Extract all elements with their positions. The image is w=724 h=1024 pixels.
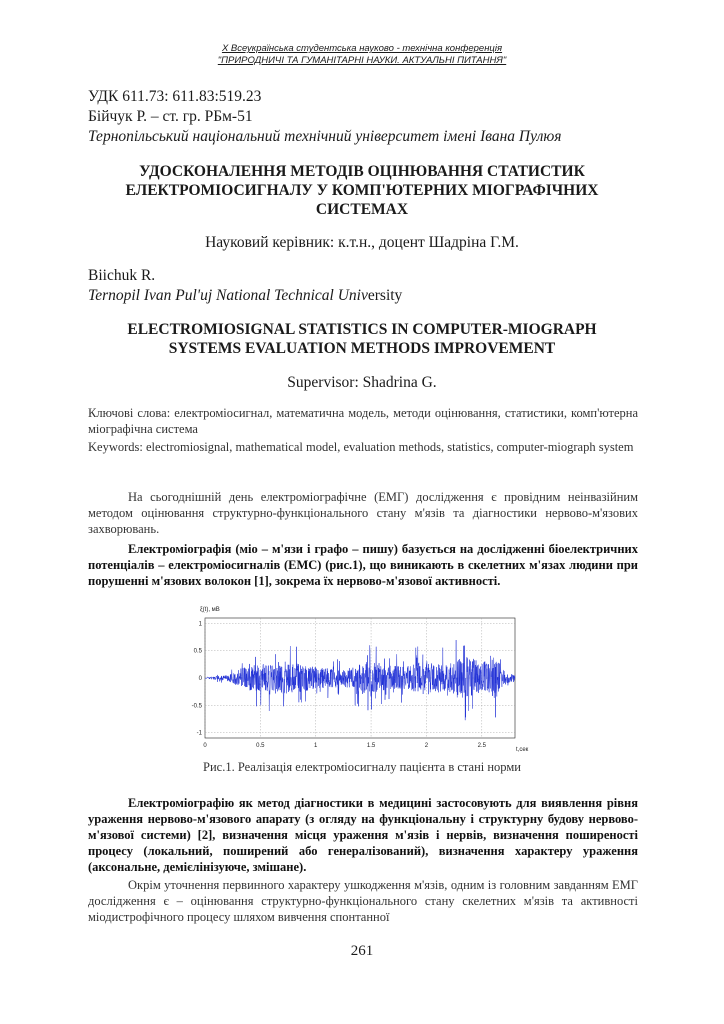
x-tick-label: 1 (314, 743, 318, 749)
x-tick-label: 0.5 (256, 743, 265, 749)
title-en-line: ELECTROMIOSIGNAL STATISTICS IN COMPUTER-MIOGRAPH (127, 321, 597, 338)
y-tick-label: -1 (196, 730, 202, 737)
y-tick-label: 0 (198, 676, 202, 682)
y-tick-label: -0.5 (191, 703, 202, 710)
figure-caption: Рис.1. Реалізація електроміосигналу пацієнта в стані норми (203, 760, 521, 774)
affiliation-en-rest: ersity (367, 287, 403, 304)
body-paragraph-1: На сьогоднішній день електроміографічне (ЕМГ) дослідження є провідним неінвазійним методом оцінювання структурно-функціонального стану м'язів та діагностики нервово-м'язових захворювань. (88, 490, 638, 536)
y-axis-label: ξ(t), мВ (200, 607, 220, 613)
supervisor-en: Supervisor: Shadrina G. (287, 374, 437, 391)
supervisor-ua: Науковий керівник: к.т.н., доцент Шадріна Г.М. (205, 234, 519, 251)
conference-header (0, 43, 724, 67)
x-tick-label: 0 (203, 743, 207, 749)
x-tick-label: 2.5 (477, 743, 486, 749)
udc-code: УДК 611.73: 611.83:519.23 (88, 88, 262, 105)
author-ua: Бійчук Р. – ст. гр. РБм-51 (88, 108, 253, 125)
y-tick-label: 1 (198, 621, 202, 628)
x-axis-label: t,сек (516, 747, 529, 753)
title-ua-line: УДОСКОНАЛЕННЯ МЕТОДІВ ОЦІНЮВАННЯ СТАТИСТИК (139, 163, 585, 180)
x-tick-label: 2 (424, 743, 429, 749)
conference-title: X Всеукраїнська студентська науково - технічна конференція (221, 43, 503, 54)
title-ua-line: СИСТЕМАХ (315, 201, 409, 218)
body-paragraph-4: Окрім уточнення первинного характеру ушкодження м'язів, одним із головним завданням ЕМГ дослідження є – оцінювання структурно-функціонального стану скелетних м'язів та активності міодистрофічного процесу шляхом вивчення спонтанної (88, 878, 638, 924)
conference-theme: "ПРИРОДНИЧІ ТА ГУМАНІТАРНІ НАУКИ. АКТУАЛЬНІ ПИТАННЯ" (217, 55, 507, 66)
title-ua (80, 162, 644, 219)
y-tick-label: 0.5 (193, 648, 202, 655)
page-number: 261 (350, 943, 374, 959)
affiliation-en-italic: Ternopil Ivan Pul'uj National Technical Univ (88, 287, 368, 304)
keywords-en: Keywords: electromiosignal, mathematical model, evaluation methods, statistics, computer-miograph system (88, 440, 634, 454)
keywords-ua: Ключові слова: електроміосигнал, математична модель, методи оцінювання, статистики, комп'ютерна міографічна система (88, 406, 638, 436)
affiliation-ua: Тернопільський національний технічний університет імені Івана Пулюя (88, 128, 562, 145)
x-tick-label: 1.5 (366, 743, 376, 749)
author-en: Biichuk R. (88, 267, 156, 284)
title-ua-line: ЕЛЕКТРОМІОСИГНАЛУ У КОМП'ЮТЕРНИХ МІОГРАФІЧНИХ (125, 182, 599, 199)
emg-signal-chart (180, 603, 550, 758)
title-en (80, 320, 644, 358)
affiliation-en (88, 286, 402, 305)
body-paragraph-2: Електроміографія (міо – м'язи і графо – пишу) базується на дослідженні біоелектричних потенціалів – електроміосигналів (ЕМС) (рис.1), що виникають в скелетних м'язах людини при порушенні м'язових волокон [1], зокрема їх нервово-м'язової активності. (88, 542, 638, 588)
body-paragraph-3: Електроміографію як метод діагностики в медицині застосовують для виявлення рівня ураження нервово-м'язового апарату (з огляду на функціональну і структурну будову нервово-м'язової системи) [2], визначення місця ураження м'язів і нервів, визначення поширеності процесу (локальний, поширений або генералізований), визначення характеру ураження (аксональне, демієлінізуюче, змішане). (88, 796, 638, 874)
title-en-line: SYSTEMS EVALUATION METHODS IMPROVEMENT (168, 340, 556, 357)
